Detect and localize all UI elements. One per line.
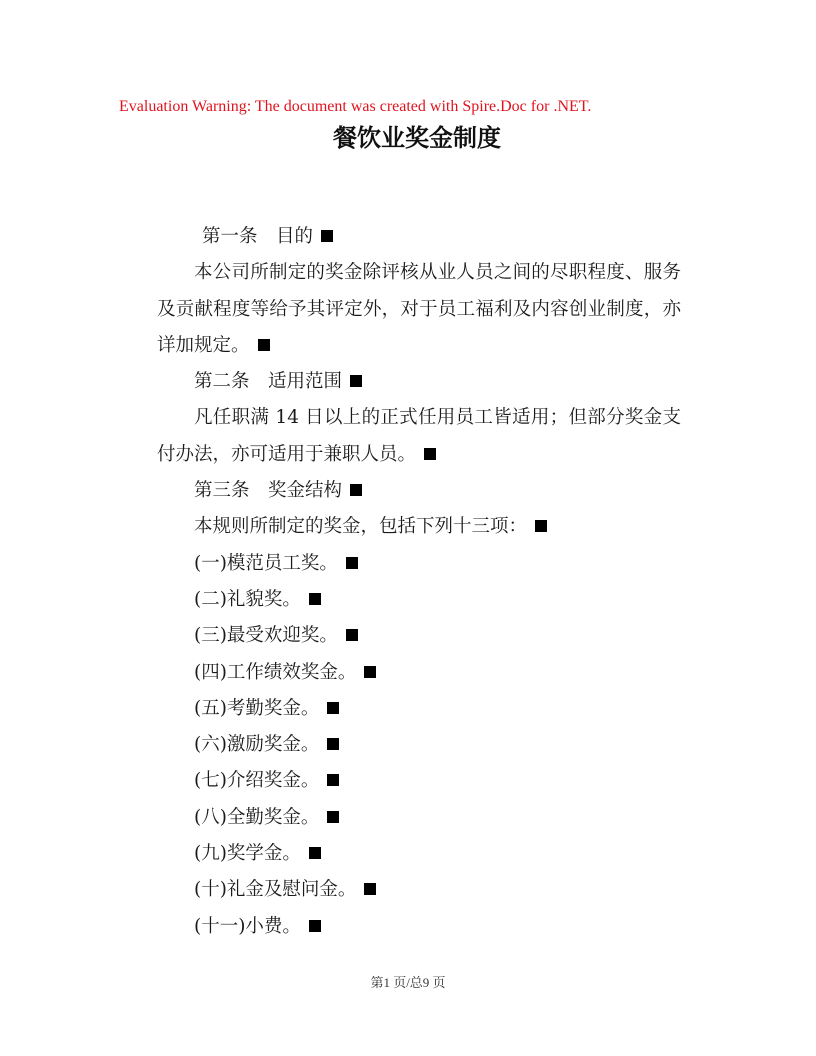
paragraph-mark-icon [327, 738, 339, 750]
list-item [157, 546, 681, 582]
list-item-text: (四)工作绩效奖金。 [194, 661, 357, 683]
article-2-body [157, 400, 681, 473]
paragraph-mark-icon [327, 702, 339, 714]
paragraph-mark-icon [535, 520, 547, 532]
article-3-intro [157, 509, 681, 545]
paragraph-mark-icon [321, 230, 333, 242]
page-footer: 第1 页/总9 页 [370, 975, 446, 990]
article-1-body [157, 255, 681, 364]
article-2-heading [157, 364, 681, 400]
document-body [157, 219, 681, 945]
list-item-text: (六)激励奖金。 [194, 734, 320, 756]
list-item-text: (二)礼貌奖。 [194, 588, 301, 610]
heading-text: 第一条 目的 [202, 226, 314, 247]
list-item-text: (十一)小费。 [194, 915, 301, 937]
paragraph-mark-icon [424, 448, 436, 460]
list-item [157, 691, 681, 727]
list-item-text: (七)介绍奖金。 [194, 770, 320, 792]
paragraph-mark-icon [346, 557, 358, 569]
paragraph-text: 凡任职满 14 日以上的正式任用员工皆适用；但部分奖金支付办法，亦可适用于兼职人员。 [157, 407, 681, 465]
paragraph-mark-icon [364, 666, 376, 678]
list-item [157, 727, 681, 763]
list-item [157, 763, 681, 799]
list-item-text: (十)礼金及慰问金。 [194, 879, 357, 901]
paragraph-mark-icon [327, 811, 339, 823]
list-item [157, 800, 681, 836]
paragraph-mark-icon [364, 883, 376, 895]
paragraph-mark-icon [258, 339, 270, 351]
article-1-heading [157, 219, 681, 255]
list-item [157, 836, 681, 872]
paragraph-mark-icon [327, 774, 339, 786]
list-item-text: (三)最受欢迎奖。 [194, 625, 338, 647]
list-item [157, 872, 681, 908]
list-item [157, 582, 681, 618]
paragraph-text: 本规则所制定的奖金，包括下列十三项： [194, 516, 528, 538]
list-item [157, 618, 681, 654]
paragraph-mark-icon [350, 375, 362, 387]
heading-text: 第三条 奖金结构 [194, 480, 343, 502]
paragraph-mark-icon [350, 484, 362, 496]
paragraph-text: 本公司所制定的奖金除评核从业人员之间的尽职程度、服务及贡献程度等给予其评定外，对于员工福利及内容创业制度，亦详加规定。 [157, 262, 681, 356]
evaluation-warning: Evaluation Warning: The document was created with Spire.Doc for .NET. [119, 98, 592, 115]
list-item-text: (八)全勤奖金。 [194, 806, 320, 828]
list-item-text: (一)模范员工奖。 [194, 552, 338, 574]
list-item [157, 655, 681, 691]
list-item-text: (九)奖学金。 [194, 843, 301, 865]
heading-text: 第二条 适用范围 [194, 371, 343, 393]
document-title: 餐饮业奖金制度 [333, 124, 501, 152]
list-item-text: (五)考勤奖金。 [194, 697, 320, 719]
paragraph-mark-icon [309, 593, 321, 605]
list-item [157, 909, 681, 945]
article-3-heading [157, 473, 681, 509]
paragraph-mark-icon [346, 629, 358, 641]
paragraph-mark-icon [309, 847, 321, 859]
paragraph-mark-icon [309, 920, 321, 932]
